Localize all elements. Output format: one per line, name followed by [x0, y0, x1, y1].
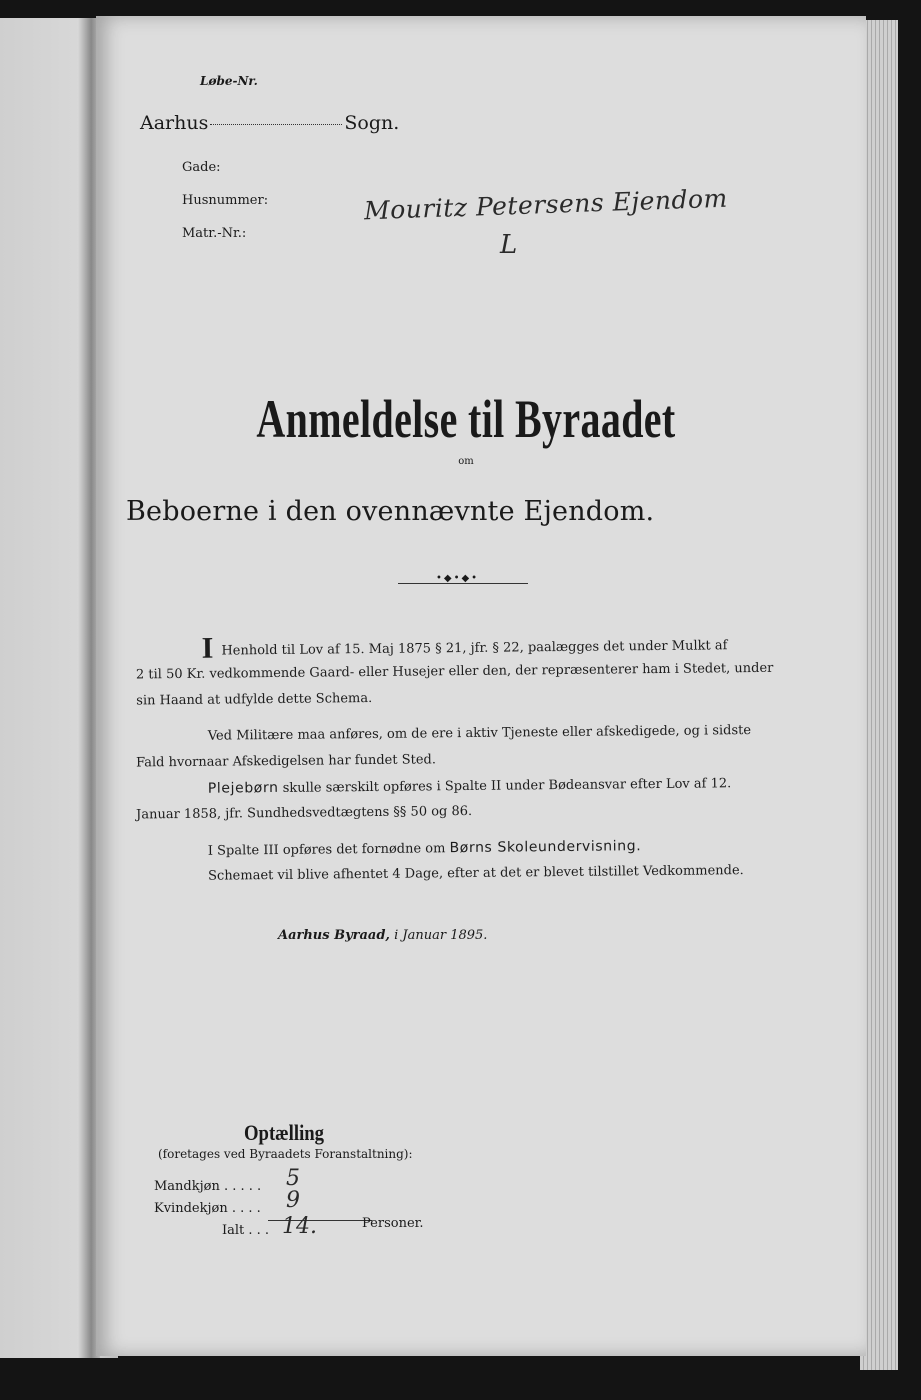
handwritten-mark: L [500, 230, 518, 260]
plejeborn-emphasis: Plejebørn [207, 779, 279, 797]
p3-line-2: Januar 1858, jfr. Sundhedsvedtægtens §§ 50 og 86. [136, 803, 473, 823]
kvindekjon-label: Kvindekjøn . . . . [154, 1201, 261, 1216]
paragraph-3 [136, 775, 797, 834]
p4-line-1: I Spalte III opføres det fornødne om [207, 841, 446, 859]
signoff [278, 928, 487, 943]
mandkjon-value: 5 [286, 1166, 300, 1191]
ialt-value: 14. [282, 1214, 317, 1239]
drop-initial: I [201, 631, 214, 665]
census-title: Optælling [244, 1120, 325, 1145]
parish-line [140, 112, 399, 134]
document-title: Anmeldelse til Byraadet [256, 389, 676, 449]
document-subtitle: Beboerne i den ovennævnte Ejendom. [126, 496, 655, 527]
mandkjon-label: Mandkjøn . . . . . [154, 1179, 262, 1194]
p4-line-2: Schemaet vil blive afhentet 4 Dage, efter at det er blevet tilstillet Vedkommende. [208, 863, 744, 884]
skoleundervisning-emphasis: Børns Skoleundervisning. [449, 838, 642, 857]
sogn-label: Sogn. [344, 112, 400, 134]
ialt-label: Ialt . . . [222, 1223, 270, 1238]
parish-blank [210, 124, 342, 125]
p1-line-1: Henhold til Lov af 15. Maj 1875 § 21, jfr. § 22, paalægges det under Mulkt af [221, 638, 728, 659]
matr-nr-label: Matr.-Nr.: [182, 226, 247, 241]
signoff-date: i Januar 1895. [394, 928, 488, 943]
city-label: Aarhus [140, 112, 209, 134]
gade-label: Gade: [182, 160, 221, 175]
husnummer-label: Husnummer: [182, 193, 269, 208]
p2-line-2: Fald hvornaar Afskedigelsen har fundet Sted. [136, 752, 437, 771]
paragraph-4 [136, 837, 797, 896]
census-subtitle: (foretages ved Byraadets Foranstaltning): [158, 1147, 413, 1161]
divider-ornament: •◆•◆• [436, 573, 480, 584]
document-page [96, 16, 866, 1356]
p1-line-2: 2 til 50 Kr. vedkommende Gaard- eller Husejer eller den, der repræsenterer ham i Stedet, under [135, 660, 774, 683]
paragraph-2 [136, 723, 797, 782]
p3-line-1: skulle særskilt opføres i Spalte II under Bødeansvar efter Lov af 12. [282, 776, 732, 796]
signoff-name: Aarhus Byraad, [278, 928, 390, 943]
loebe-nr-label: Løbe-Nr. [200, 74, 258, 88]
title-connector: om [458, 456, 474, 467]
p1-line-3: sin Haand at udfylde dette Schema. [136, 690, 373, 709]
paragraph-1 [135, 631, 797, 720]
personer-label: Personer. [362, 1216, 424, 1231]
p2-line-1: Ved Militære maa anføres, om de ere i aktiv Tjeneste eller afskedigede, og i sidste [207, 723, 752, 744]
handwritten-property-name: Mouritz Petersens Ejendom [363, 183, 729, 226]
kvindekjon-value: 9 [286, 1188, 300, 1213]
